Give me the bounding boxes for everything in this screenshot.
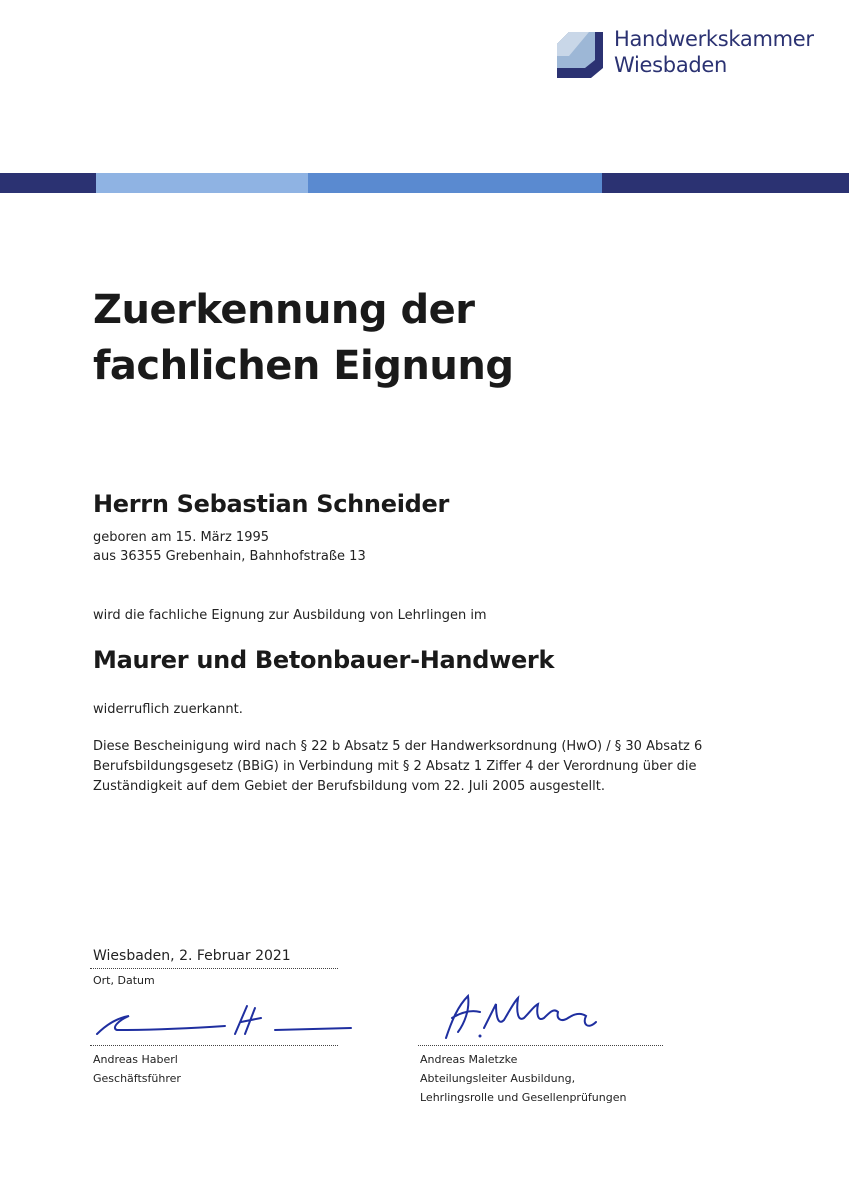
signature-haberl-icon [95,1000,355,1040]
signature1-line [90,1045,338,1046]
trade-name: Maurer und Betonbauer-Handwerk [93,646,555,674]
signature-maletzke-icon [440,990,600,1048]
signer2-name: Andreas Maletzke [420,1053,518,1066]
legal-line2: Berufsbildungsgesetz (BBiG) in Verbindung mit § 2 Absatz 1 Ziffer 4 der Verordnung über die [93,759,697,774]
legal-line3: Zuständigkeit auf dem Gebiet der Berufsbildung vom 22. Juli 2005 ausgestellt. [93,779,605,794]
logo-line2: Wiesbaden [614,53,728,77]
header-stripe [0,173,849,193]
signer1-name: Andreas Haberl [93,1053,178,1066]
handwerkskammer-logo-icon [555,30,605,80]
address-info: aus 36355 Grebenhain, Bahnhofstraße 13 [93,549,366,564]
institution-name [614,26,814,78]
place-date-label: Ort, Datum [93,974,155,987]
title-line1: Zuerkennung der [93,287,475,333]
signer2-role-line1: Abteilungsleiter Ausbildung, [420,1072,576,1085]
logo-line1: Handwerkskammer [614,27,814,51]
place-date: Wiesbaden, 2. Februar 2021 [93,948,291,964]
birth-info: geboren am 15. März 1995 [93,530,270,545]
recipient-name: Herrn Sebastian Schneider [93,490,450,518]
certificate-title [93,282,513,394]
signer2-role-line2: Lehrlingsrolle und Gesellenprüfungen [420,1091,627,1104]
legal-text [93,737,733,797]
title-line2: fachlichen Eignung [93,343,514,389]
signer1-role: Geschäftsführer [93,1072,181,1085]
revocable-text: widerruflich zuerkannt. [93,702,243,717]
legal-line1: Diese Bescheinigung wird nach § 22 b Absatz 5 der Handwerksordnung (HwO) / § 30 Absatz 6 [93,739,703,754]
place-date-line [90,968,338,969]
intro-text: wird die fachliche Eignung zur Ausbildung von Lehrlingen im [93,608,487,623]
signature2-line [418,1045,663,1046]
